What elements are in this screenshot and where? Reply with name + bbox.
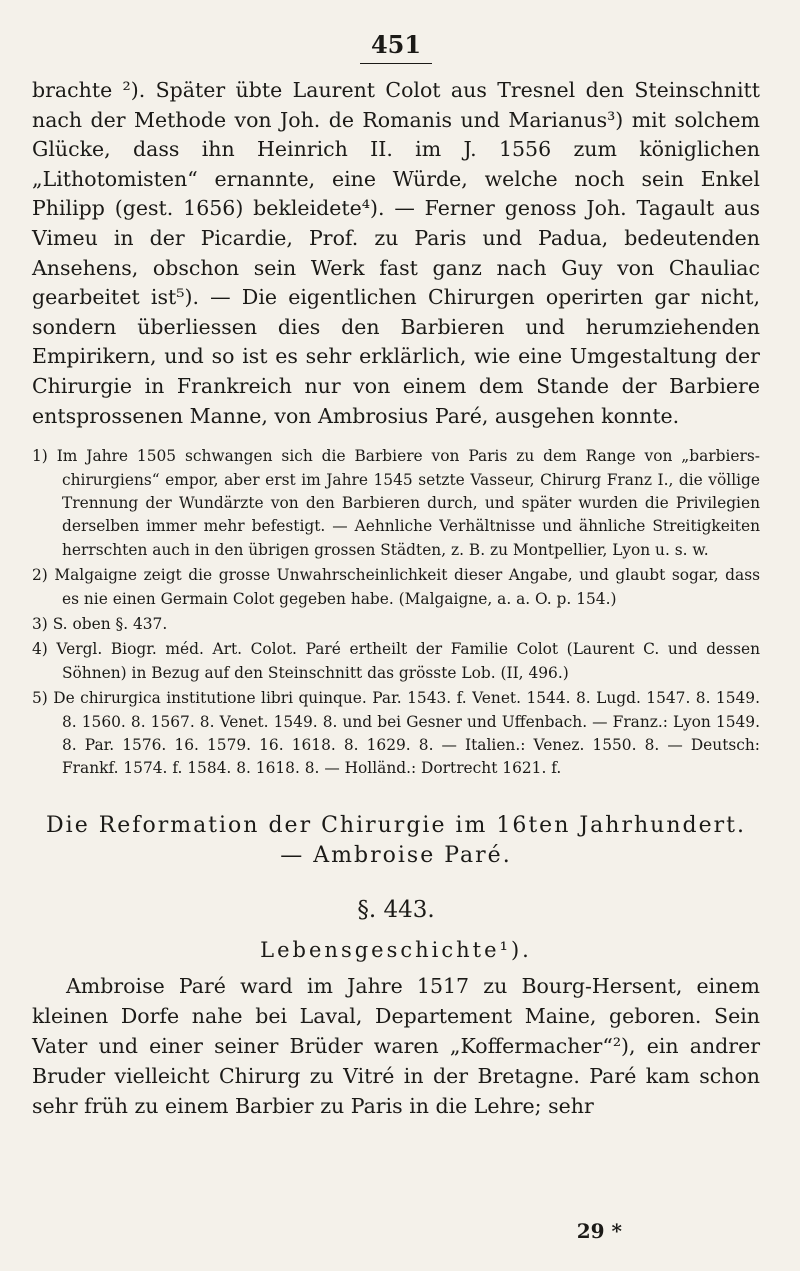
header-rule — [360, 63, 432, 64]
section-title: Die Reformation der Chirurgie im 16ten Jahrhundert. — Ambroise Paré. — [46, 812, 746, 868]
signature-mark: 29 * — [576, 1219, 622, 1243]
footnote-4: 4) Vergl. Biogr. méd. Art. Colot. Paré ertheilt der Familie Colot (Laurent C. und dessen Söhnen) in Bezug auf den Steinschnitt das grösste Lob. (II, 496.) — [32, 640, 760, 682]
section-body — [32, 971, 760, 1121]
footnote-1: 1) Im Jahre 1505 schwangen sich die Barbiere von Paris zu dem Range von „barbiers-chirurgiens“ empor, aber erst im Jahre 1545 setzte Vasseur, Chirurg Franz I., die völlige Trennung der Wundärzte von den Barbieren durch, und später wurden die Privilegien derselben immer mehr befestigt. — Aehnliche Verhältnisse und ähnliche Streitigkeiten herrschten auch in den übrigen grossen Städten, z. B. zu Montpellier, Lyon u. s. w. — [32, 447, 760, 559]
footnote-2: 2) Malgaigne zeigt die grosse Unwahrscheinlichkeit dieser Angabe, und glaubt sogar, dass es nie einen Germain Colot gegeben habe. (Malgaigne, a. a. O. p. 154.) — [32, 566, 760, 608]
section-number: §. 443. — [357, 896, 435, 923]
footnotes — [32, 445, 760, 781]
main-text — [32, 76, 760, 431]
footnote-5: 5) De chirurgica institutione libri quinque. Par. 1543. f. Venet. 1544. 8. Lugd. 1547. 8. 1549. 8. 1560. 8. 1567. 8. Venet. 1549. 8. und bei Gesner und Uffenbach. — Franz.: Lyon 1549. 8. Par. 1576. 16. 1579. 16. 1618. 8. 1629. 8. — Italien.: Venez. 1550. 8. — Deutsch: Frankf. 1574. f. 1584. 8. 1618. 8. — Holländ.: Dortrecht 1621. f. — [32, 689, 760, 778]
page-number: 451 — [370, 30, 422, 59]
section-paragraph: Ambroise Paré ward im Jahre 1517 zu Bourg-Hersent, einem kleinen Dorfe nahe bei Laval, Departement Maine, geboren. Sein Vater und einer seiner Brüder waren „Koffermacher“²), ein andrer Bruder vielleicht Chirurg zu Vitré in der Bretagne. Paré kam schon sehr früh zu einem Barbier zu Paris in die Lehre; sehr — [32, 973, 760, 1118]
main-paragraph: brachte ²). Später übte Laurent Colot aus Tresnel den Steinschnitt nach der Methode von Joh. de Romanis und Marianus³) mit solchem Glücke, dass ihn Heinrich II. im J. 1556 zum königlichen „Lithotomisten“ ernannte, eine Würde, welche noch sein Enkel Philipp (gest. 1656) bekleidete⁴). — Ferner genoss Joh. Tagault aus Vimeu in der Picardie, Prof. zu Paris und Padua, bedeutenden Ansehens, obschon sein Werk fast ganz nach Guy von Chauliac gearbeitet ist⁵). — Die eigentlichen Chirurgen operirten gar nicht, sondern überliessen dies den Barbieren und herumziehenden Empirikern, und so ist es sehr erklärlich, wie eine Umgestaltung der Chirurgie in Frankreich nur von einem dem Stande der Barbiere entsprossenen Manne, von Ambrosius Paré, ausgehen konnte. — [32, 78, 760, 428]
section-subtitle: Lebensgeschichte¹). — [260, 937, 532, 962]
footnote-3: 3) S. oben §. 437. — [32, 614, 168, 633]
